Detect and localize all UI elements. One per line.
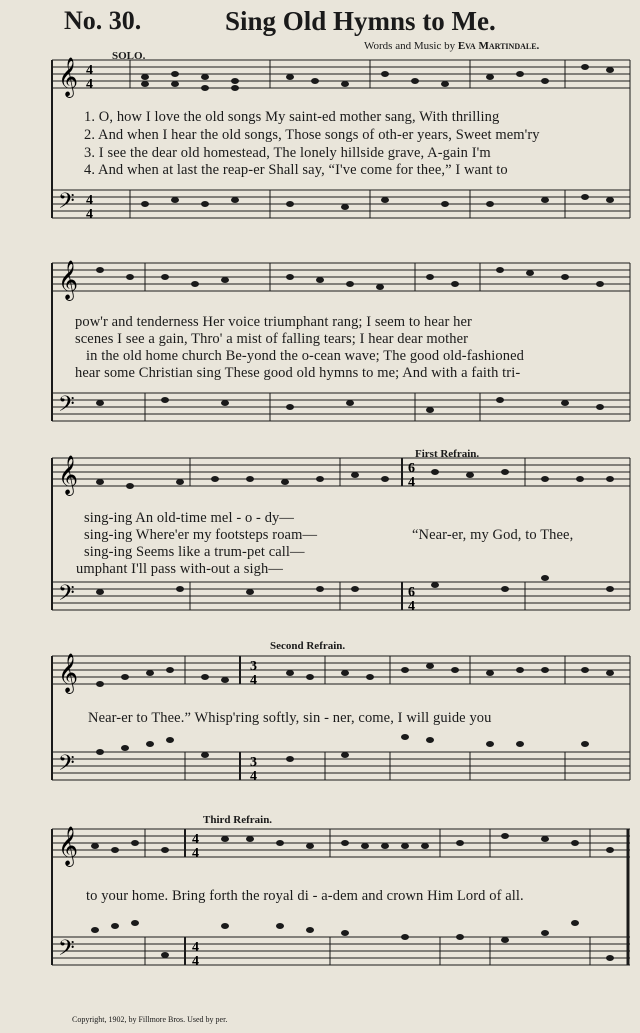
lyric-line: pow'r and tenderness Her voice triumphant rang; I seem to hear her (75, 314, 472, 330)
svg-text:𝄞: 𝄞 (58, 653, 79, 693)
svg-text:4: 4 (86, 193, 93, 208)
lyric-line: 2. And when I hear the old songs, Those songs of oth-er years, Sweet mem'ry (84, 127, 540, 143)
svg-text:𝄢: 𝄢 (58, 936, 75, 966)
svg-text:4: 4 (86, 207, 93, 222)
lyric-line: scenes I see a gain, Thro' a mist of falling tears; I hear dear mother (75, 331, 469, 347)
first-refrain-label: First Refrain. (415, 448, 480, 460)
svg-text:𝄞: 𝄞 (58, 260, 79, 300)
third-refrain-label: Third Refrain. (203, 814, 273, 826)
copyright-notice: Copyright, 1902, by Fillmore Bros. Used by per. (72, 1015, 228, 1024)
lyric-line: 3. I see the dear old homestead, The lonely hillside grave, A-gain I'm (84, 145, 491, 161)
svg-text:𝄢: 𝄢 (58, 189, 75, 219)
svg-text:4: 4 (250, 769, 257, 784)
svg-text:4: 4 (408, 599, 415, 614)
lyric-line: 4. And when at last the reap-er Shall say, “I've come for thee,” I want to (84, 162, 508, 178)
svg-text:𝄢: 𝄢 (58, 581, 75, 611)
svg-text:4: 4 (192, 832, 199, 847)
lyric-line: sing-ing Where'er my footsteps roam— (84, 527, 318, 543)
lyric-line: Near-er to Thee.” Whisp'ring softly, sin - ner, come, I will guide you (88, 710, 492, 726)
refrain-lyric: “Near-er, my God, to Thee, (412, 527, 574, 543)
svg-text:𝄢: 𝄢 (58, 392, 75, 422)
credit-prefix: Words and Music by (364, 40, 456, 52)
credit-author: Eva Martindale. (457, 40, 540, 52)
music-system-5 (0, 815, 640, 995)
svg-text:4: 4 (408, 475, 415, 490)
lyric-line: in the old home church Be-yond the o-cean wave; The good old-fashioned (86, 348, 524, 364)
svg-text:4: 4 (192, 940, 199, 955)
solo-label: SOLO. (112, 50, 146, 62)
lyric-line: hear some Christian sing These good old hymns to me; And with a faith tri- (75, 365, 521, 381)
lyric-line: sing-ing Seems like a trum-pet call— (84, 544, 305, 560)
svg-text:4: 4 (192, 954, 199, 969)
lyric-line: to your home. Bring forth the royal di - a-dem and crown Him Lord of all. (86, 888, 524, 904)
svg-text:6: 6 (408, 585, 415, 600)
svg-text:3: 3 (250, 659, 257, 674)
svg-text:𝄞: 𝄞 (58, 57, 79, 97)
svg-text:6: 6 (408, 461, 415, 476)
svg-text:𝄞: 𝄞 (58, 455, 79, 495)
svg-text:4: 4 (86, 63, 93, 78)
lyric-line: sing-ing An old-time mel - o - dy— (84, 510, 295, 526)
hymn-title: Sing Old Hymns to Me. (225, 6, 496, 36)
hymn-number: No. 30. (64, 6, 142, 35)
lyric-line: umphant I'll pass with-out a sigh— (76, 561, 283, 577)
author-credit (364, 40, 539, 52)
svg-text:4: 4 (86, 77, 93, 92)
lyric-line: 1. O, how I love the old songs My saint-ed mother sang, With thrilling (84, 109, 500, 125)
svg-text:4: 4 (192, 846, 199, 861)
svg-text:3: 3 (250, 755, 257, 770)
svg-text:4: 4 (250, 673, 257, 688)
svg-text:𝄢: 𝄢 (58, 751, 75, 781)
second-refrain-label: Second Refrain. (270, 640, 346, 652)
svg-text:𝄞: 𝄞 (58, 826, 79, 866)
